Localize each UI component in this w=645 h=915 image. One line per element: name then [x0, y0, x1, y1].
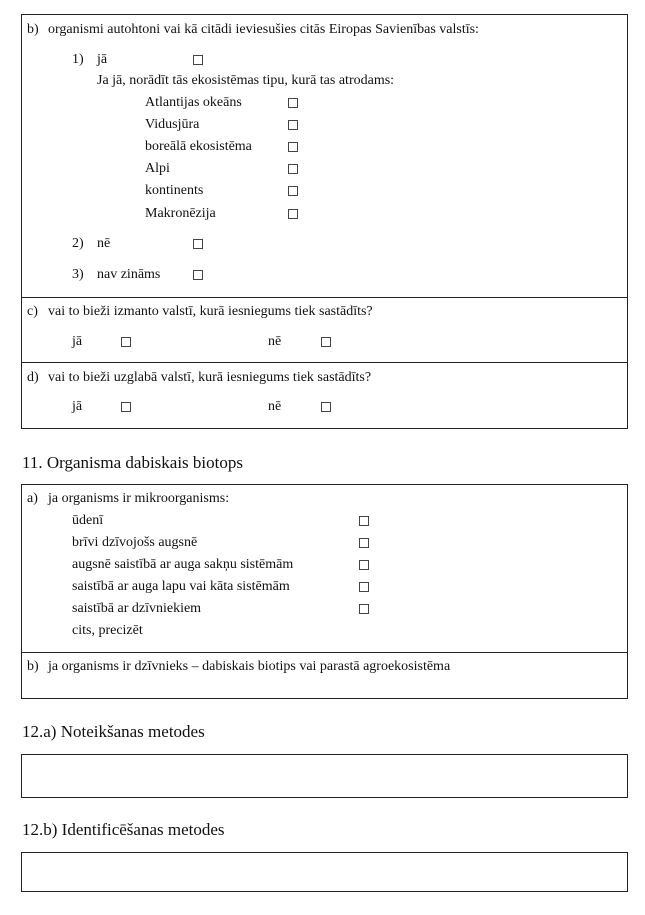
ecosystem-checkbox[interactable] — [288, 164, 298, 174]
ecosystem-label: Alpi — [145, 161, 170, 176]
option-1-checkbox[interactable] — [193, 55, 203, 65]
option-1-number: 1) — [72, 52, 84, 67]
section-c-yes-checkbox[interactable] — [121, 337, 131, 347]
section-c-label: c) — [27, 304, 38, 319]
heading-natural-habitat: 11. Organisma dabiskais biotops — [22, 453, 243, 472]
detection-methods-field[interactable] — [21, 754, 628, 798]
option-3-number: 3) — [72, 267, 84, 282]
section-d-question: vai to bieži uzglabā valstī, kurā iesniegums tiek sastādīts? — [48, 370, 372, 385]
ecosystem-label: kontinents — [145, 183, 204, 198]
section-b-question: organismi autohtoni vai kā citādi ieviesušies citās Eiropas Savienības valstīs: — [48, 22, 479, 37]
microorganism-habitat-checkbox[interactable] — [359, 582, 369, 592]
section-c-no-label: nē — [268, 334, 282, 349]
option-3-checkbox[interactable] — [193, 270, 203, 280]
identification-methods-field[interactable] — [21, 852, 628, 892]
ecosystem-label: boreālā ekosistēma — [145, 139, 252, 154]
section-c-no-checkbox[interactable] — [321, 337, 331, 347]
ecosystem-checkbox[interactable] — [288, 142, 298, 152]
ecosystem-checkbox[interactable] — [288, 120, 298, 130]
ecosystem-label: Atlantijas okeāns — [145, 95, 242, 110]
section-d-label: d) — [27, 370, 39, 385]
section-d-yes-label: jā — [72, 399, 83, 414]
microorganism-habitat-label: brīvi dzīvojošs augsnē — [72, 535, 198, 550]
section-d-no-checkbox[interactable] — [321, 402, 331, 412]
microorganism-habitat-label: augsnē saistībā ar auga sakņu sistēmām — [72, 557, 294, 572]
option-3-label: nav zināms — [97, 267, 161, 282]
divider-c-d — [21, 362, 628, 363]
microorganism-habitat-label: saistībā ar dzīvniekiem — [72, 601, 202, 616]
section-11b-question: ja organisms ir dzīvnieks – dabiskais biotips vai parastā agroekosistēma — [48, 659, 451, 674]
divider-11a-11b — [21, 652, 628, 653]
option-2-checkbox[interactable] — [193, 239, 203, 249]
section-c-yes-label: jā — [72, 334, 83, 349]
section-c-question: vai to bieži izmanto valstī, kurā iesniegums tiek sastādīts? — [48, 304, 373, 319]
option-1-label: jā — [97, 52, 108, 67]
option-2-label: nē — [97, 236, 111, 251]
microorganism-habitat-checkbox[interactable] — [359, 560, 369, 570]
ecosystem-prompt: Ja jā, norādīt tās ekosistēmas tipu, kurā tas atrodams: — [97, 73, 395, 88]
microorganism-habitat-checkbox[interactable] — [359, 538, 369, 548]
section-11a-label: a) — [27, 491, 38, 506]
heading-identification-methods: 12.b) Identificēšanas metodes — [22, 820, 225, 839]
section-11a-question: ja organisms ir mikroorganisms: — [48, 491, 230, 506]
microorganism-other-label: cits, precizēt — [72, 623, 143, 638]
microorganism-habitat-label: ūdenī — [72, 513, 104, 528]
option-2-number: 2) — [72, 236, 84, 251]
microorganism-habitat-checkbox[interactable] — [359, 516, 369, 526]
section-11b-label: b) — [27, 659, 39, 674]
section-d-yes-checkbox[interactable] — [121, 402, 131, 412]
ecosystem-checkbox[interactable] — [288, 186, 298, 196]
heading-detection-methods: 12.a) Noteikšanas metodes — [22, 722, 205, 741]
ecosystem-checkbox[interactable] — [288, 98, 298, 108]
ecosystem-checkbox[interactable] — [288, 209, 298, 219]
microorganism-habitat-checkbox[interactable] — [359, 604, 369, 614]
microorganism-habitat-label: saistībā ar auga lapu vai kāta sistēmām — [72, 579, 290, 594]
section-b-label: b) — [27, 22, 39, 37]
ecosystem-label: Makronēzija — [145, 206, 216, 221]
divider-b-c — [21, 297, 628, 298]
ecosystem-label: Vidusjūra — [145, 117, 200, 132]
section-d-no-label: nē — [268, 399, 282, 414]
